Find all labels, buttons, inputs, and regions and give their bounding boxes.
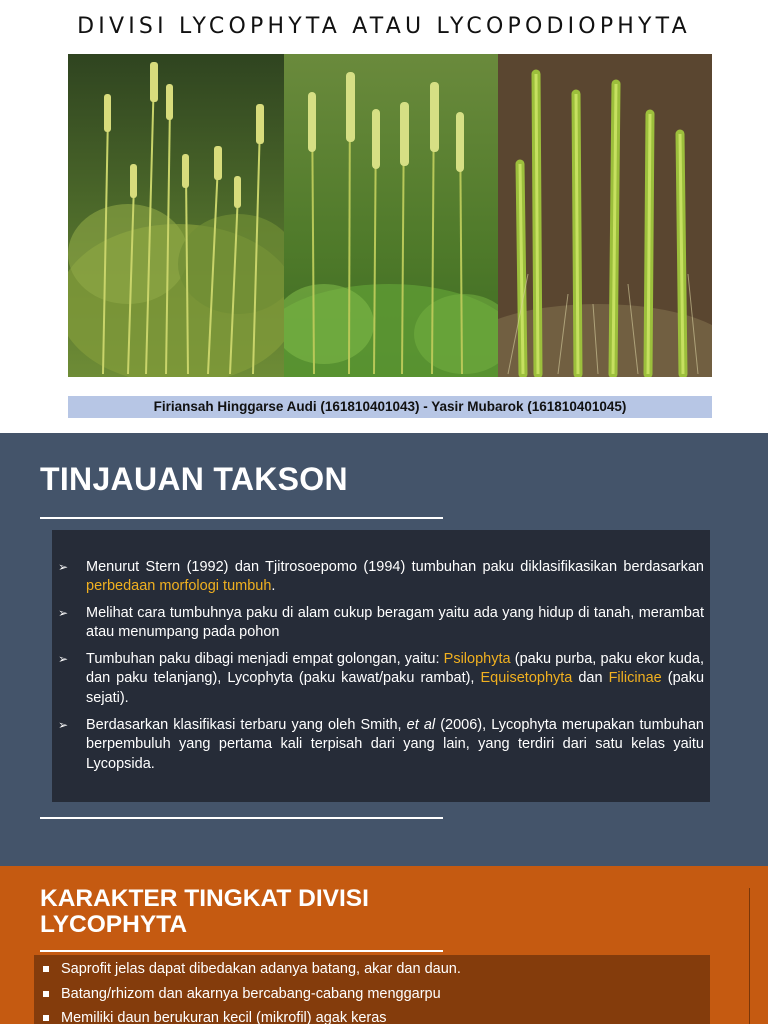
square-bullet-icon bbox=[43, 991, 49, 997]
bullet-item: Batang/rhizom dan akarnya bercabang-cabang menggarpu bbox=[61, 985, 441, 1003]
title-slide bbox=[0, 0, 768, 433]
slide-title: KARAKTER TINGKAT DIVISI LYCOPHYTA bbox=[40, 885, 369, 938]
bullet-item: Saprofit jelas dapat dibedakan adanya batang, akar dan daun. bbox=[61, 960, 461, 978]
lycopodium-photo-left bbox=[68, 54, 284, 377]
lycopodium-photo-right bbox=[498, 54, 712, 377]
arrowhead-bullet-icon: ➢ bbox=[58, 560, 69, 574]
highlight-text: perbedaan morfologi tumbuh bbox=[86, 578, 272, 595]
taxon-slide bbox=[0, 433, 768, 866]
vertical-divider bbox=[749, 888, 750, 1024]
bullet-item: ➢ Berdasarkan klasifikasi terbaru yang oleh Smith, et al (2006), Lycophyta merupakan tumbuhan berpembuluh yang pertama kali terpisah dari yang lain, yang terdiri dari satu kelas yaitu Lycopsida. bbox=[58, 717, 704, 772]
content-box bbox=[52, 530, 710, 802]
character-slide bbox=[0, 866, 768, 1024]
highlight-text: Psilophyta bbox=[443, 651, 511, 667]
square-bullet-icon bbox=[43, 1015, 49, 1021]
highlight-text: Equisetophyta bbox=[480, 670, 573, 687]
slide-title: DIVISI LYCOPHYTA ATAU LYCOPODIOPHYTA bbox=[77, 14, 691, 39]
arrowhead-bullet-icon: ➢ bbox=[58, 606, 69, 620]
arrowhead-bullet-icon: ➢ bbox=[58, 718, 69, 732]
author-bar: Firiansah Hinggarse Audi (161810401043) - Yasir Mubarok (161810401045) bbox=[68, 396, 712, 418]
bullet-item: Memiliki daun berukuran kecil (mikrofil) agak keras bbox=[61, 1009, 387, 1027]
bullet-item: ➢ Tumbuhan paku dibagi menjadi empat golongan, yaitu: Psilophyta (paku purba, paku ekor kuda, dan paku telanjang), Lycophyta (paku kawat/paku rambat), Equisetophyta dan Filicinae (paku sejati). bbox=[58, 651, 705, 706]
photo-strip bbox=[68, 54, 712, 377]
square-bullet-icon bbox=[43, 966, 49, 972]
content-box bbox=[34, 955, 710, 1024]
slide-title: TINJAUAN TAKSON bbox=[40, 461, 348, 497]
bullet-item: ➢ Menurut Stern (1992) dan Tjitrosoepomo (1994) tumbuhan paku diklasifikasikan berdasarkan perbedaan morfologi tumbuh. bbox=[58, 559, 704, 595]
bottom-divider bbox=[40, 817, 443, 819]
title-divider bbox=[40, 950, 443, 952]
highlight-text: Filicinae bbox=[608, 670, 662, 687]
title-divider bbox=[40, 517, 443, 519]
lycopodium-photo-middle bbox=[284, 54, 498, 377]
arrowhead-bullet-icon: ➢ bbox=[58, 652, 69, 666]
bullet-item: ➢ Melihat cara tumbuhnya paku di alam cukup beragam yaitu ada yang hidup di tanah, merambat atau menumpang pada pohon bbox=[58, 605, 704, 641]
